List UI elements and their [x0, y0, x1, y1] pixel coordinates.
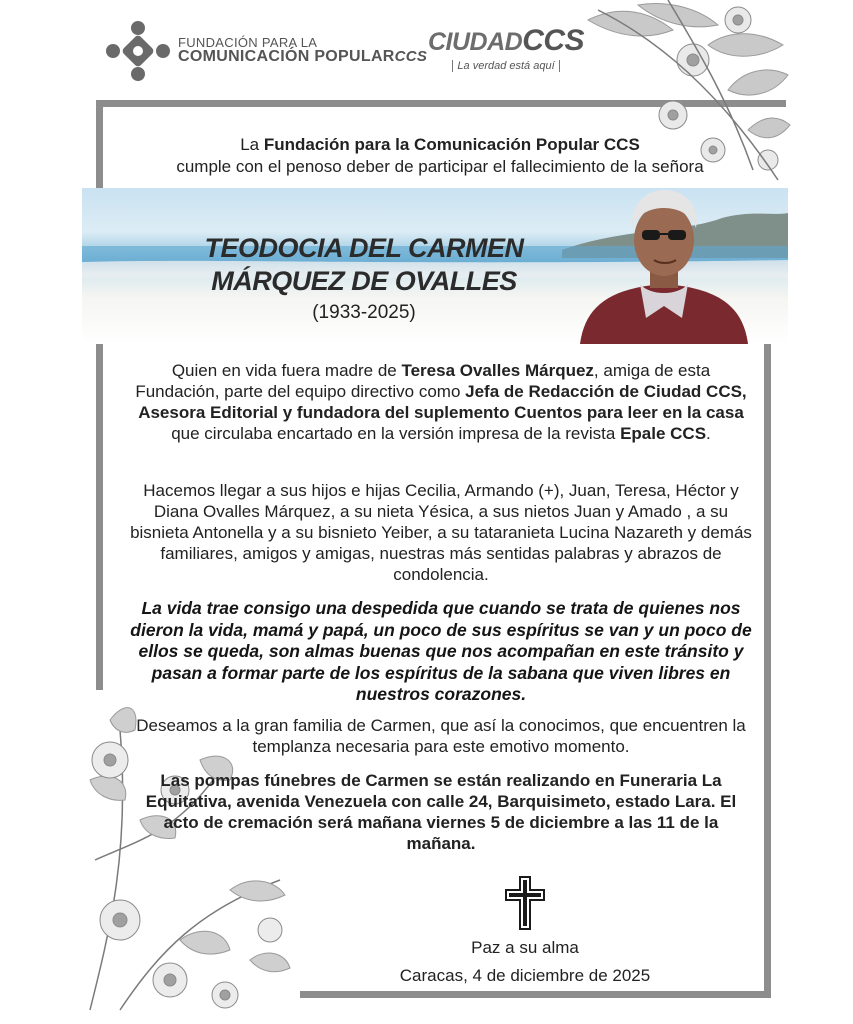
foundation-logo: [104, 20, 427, 82]
ciudad-ccs-logo: [428, 26, 584, 74]
foundation-logo-line2: COMUNICACIÓN POPULARCCS: [178, 48, 428, 66]
closing-text: [355, 934, 695, 990]
ciudad-ccs-logo-name: CIUDADCCS: [428, 24, 585, 57]
foundation-logo-icon: [104, 20, 172, 82]
ciudad-ccs-tagline: La verdad está aquí: [452, 60, 559, 72]
portrait-photo: [580, 188, 748, 344]
memorial-banner: [82, 188, 788, 344]
paragraph-reflection: La vida trae consigo una despedida que cuando se trata de quienes nos dieron la vida, mamá y papá, un poco de sus espíritus se van y un poco de ellos se queda, son almas buenas que nos acompañan en este tránsito y pasan a formar parte de los espíritus de la sabana que viven libres en nuestros corazones.: [130, 598, 752, 704]
place-date: Caracas, 4 de diciembre de 2025: [399, 966, 651, 985]
paragraph-funeral-details: Las pompas fúnebres de Carmen se están realizando en Funeraria La Equitativa, avenida Venezuela con calle 24, Barquisimeto, estado Lara. El acto de cremación será mañana viernes 5 de diciembre a las 11 de la mañana.: [145, 771, 737, 853]
foundation-logo-line1: FUNDACIÓN PARA LA: [178, 34, 318, 50]
intro-text: La Fundación para la Comunicación Popular CCS cumple con el penoso deber de participar el fallecimiento de la señora: [176, 135, 704, 176]
cross-icon: [505, 876, 545, 930]
paragraph-biography: Quien en vida fuera madre de Teresa Ovalles Márquez, amiga de esta Fundación, parte del equipo directivo como Jefa de Redacción de Ciudad CCS, Asesora Editorial y fundadora del suplemento Cuentos para leer en la casa que circulaba encartado en la versión impresa de la revista Epale CCS.: [135, 361, 747, 443]
organization-name: Fundación para la Comunicación Popular CCS: [263, 135, 640, 154]
deceased-years: (1933-2025): [312, 302, 416, 323]
paragraph-condolences: Hacemos llegar a sus hijos e hijas Cecilia, Armando (+), Juan, Teresa, Héctor y Diana Ovalles Márquez, a su nieta Yésica, a sus nietos Juan y Amado , a su bisnieta Antonella y a su bisnieto Yeiber, a su tataranieta Lucina Nazareth y demás familiares, amigos y amigas, nuestras más sentidas palabras y abrazos de condolencia.: [130, 481, 752, 584]
paragraph-wishes: Deseamos a la gran familia de Carmen, que así la conocimos, que encuentren la templanza necesaria para este emotivo momento.: [136, 716, 746, 756]
deceased-name: TEODOCIA DEL CARMEN MÁRQUEZ DE OVALLES: [204, 233, 524, 296]
farewell-text: Paz a su alma: [471, 938, 579, 957]
frame-bottom-line: [300, 991, 771, 998]
